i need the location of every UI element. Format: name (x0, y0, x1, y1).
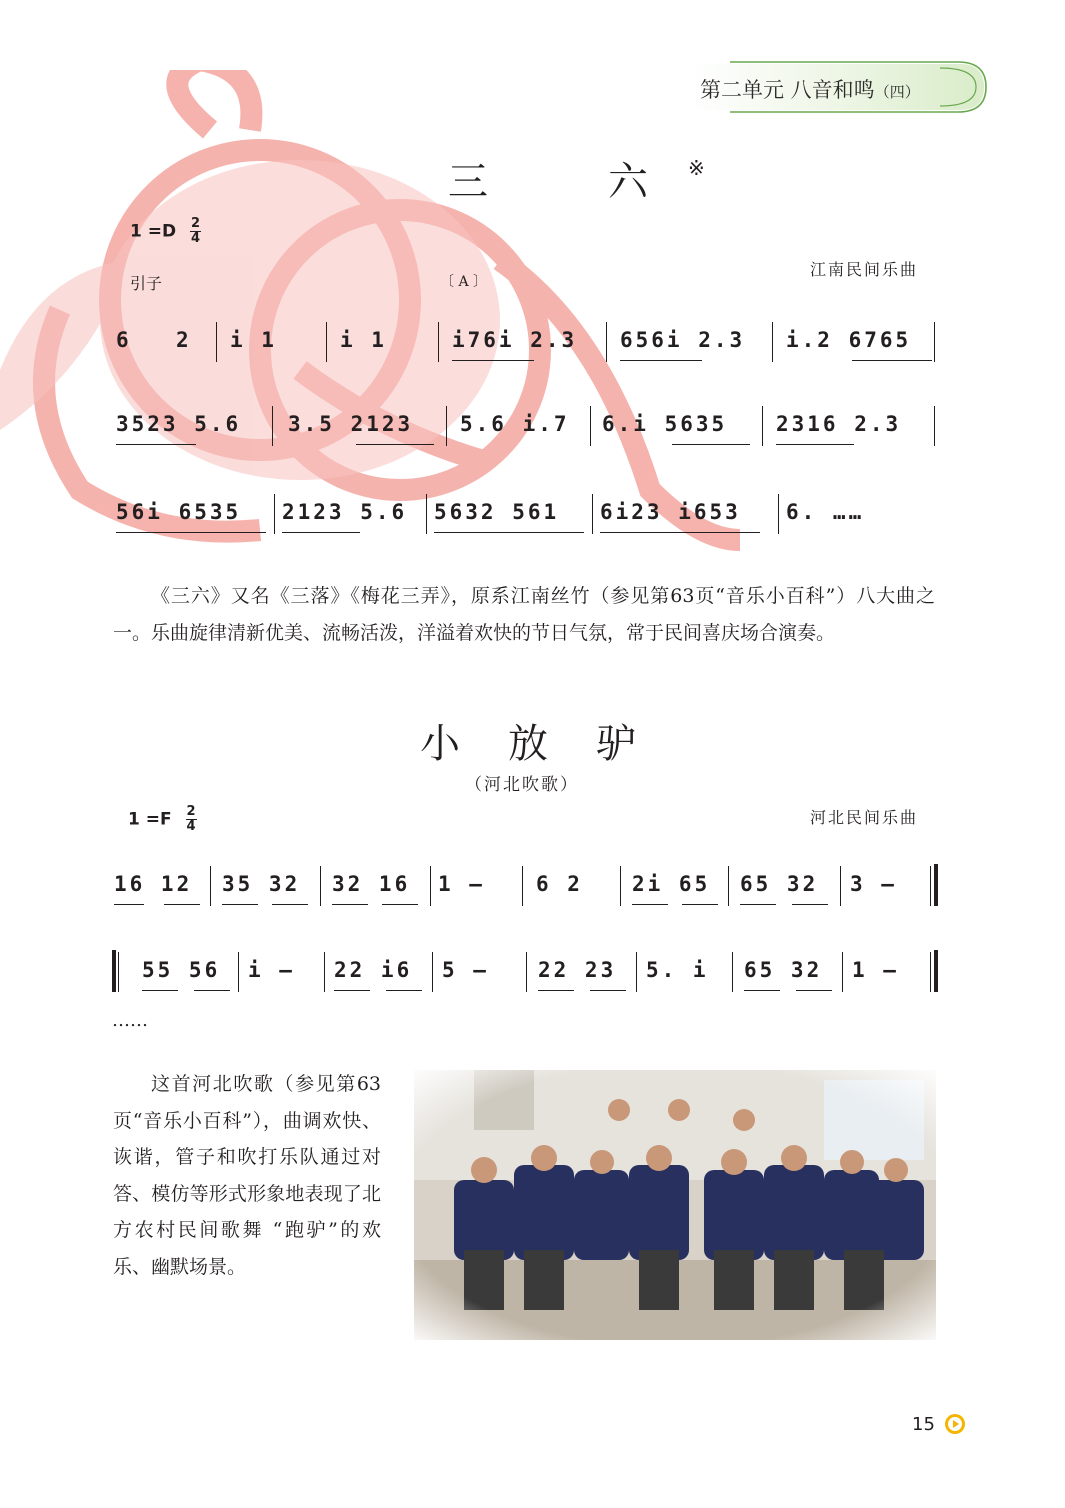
piece1-score-row-1 (112, 318, 942, 374)
score-measure: 6. …… (786, 500, 865, 524)
score-measure: 3523 5.6 (116, 412, 242, 436)
page-number: 15 (912, 1414, 935, 1435)
score-measure: 3.5 2123 (288, 412, 414, 436)
score-measure: i 1 (340, 328, 387, 352)
score-measure: i76i 2.3 (452, 328, 578, 352)
score-measure: 2i 65 (632, 872, 711, 896)
wind-band-photo (414, 1070, 936, 1340)
score-measure: 2123 5.6 (282, 500, 408, 524)
piece2-composer: 河北民间乐曲 (810, 808, 919, 827)
play-icon (944, 1413, 966, 1435)
piece2-key-signature: 1 =F $\frac{2}{4}$ (128, 804, 196, 834)
score-measure: 5.6 i.7 (460, 412, 570, 436)
score-measure: 5632 561 (434, 500, 560, 524)
piece2-title: 小放驴 (420, 721, 684, 767)
piece1-score-row-3 (112, 490, 942, 546)
piece1-score-row-2 (112, 402, 942, 458)
unit-title: 第二单元 八音和鸣（四） (700, 78, 920, 102)
score-measure: 1 – (852, 958, 899, 982)
score-measure: 55 56 (142, 958, 221, 982)
score-measure: 65 32 (740, 872, 819, 896)
intro-label: 引子 (130, 274, 163, 293)
score-measure: 2316 2.3 (776, 412, 902, 436)
score-measure: 32 16 (332, 872, 411, 896)
time-signature: $\frac{2}{4}$ (191, 216, 201, 246)
score-measure: 65 32 (744, 958, 823, 982)
score-measure: 56i 6535 (116, 500, 242, 524)
time-signature: $\frac{2}{4}$ (186, 804, 196, 834)
score-measure: 6 (116, 328, 132, 352)
score-measure: 3 – (850, 872, 897, 896)
score-measure: 35 32 (222, 872, 301, 896)
piece1-title: 三 六※ (448, 155, 705, 205)
score-measure: 5. i (646, 958, 709, 982)
repeat-end-bar (934, 864, 938, 906)
score-measure: 6 2 (536, 872, 583, 896)
score-measure: 22 i6 (334, 958, 413, 982)
piece1-description: 《三六》又名《三落》《梅花三弄》，原系江南丝竹（参见第63页“音乐小百科”）八大曲之一。乐曲旋律清新优美、流畅活泼，洋溢着欢快的节日气氛，常于民间喜庆场合演奏。 (113, 585, 935, 644)
score-continuation: …… (112, 1010, 148, 1031)
piece2-subtitle: （河北吹歌） (465, 775, 579, 795)
section-marker: 〔 A 〕 (440, 274, 488, 290)
piece1-composer: 江南民间乐曲 (810, 260, 919, 279)
score-measure: 6.i 5635 (602, 412, 728, 436)
score-measure: 656i 2.3 (620, 328, 746, 352)
piece2-score-row-1 (112, 862, 942, 918)
score-measure: 2 (176, 328, 192, 352)
repeat-start-bar (112, 950, 116, 992)
score-measure: 16 12 (114, 872, 193, 896)
score-measure: i.2 6765 (786, 328, 912, 352)
piece2-description: 这首河北吹歌（参见第63页“音乐小百科”），曲调欢快、诙谐，管子和吹打乐队通过对答、模仿等形式形象地表现了北方农村民间歌舞 “跑驴”的欢乐、幽默场景。 (113, 1073, 381, 1278)
score-measure: 5 – (442, 958, 489, 982)
score-measure: 6i23 i653 (600, 500, 741, 524)
repeat-end-bar (934, 950, 938, 992)
score-measure: i – (248, 958, 295, 982)
score-measure: 1 – (438, 872, 485, 896)
score-measure: 22 23 (538, 958, 617, 982)
piece1-key-signature: 1 =D $\frac{2}{4}$ (130, 216, 201, 246)
score-measure: i 1 (230, 328, 277, 352)
piece2-score-row-2 (112, 948, 942, 1004)
